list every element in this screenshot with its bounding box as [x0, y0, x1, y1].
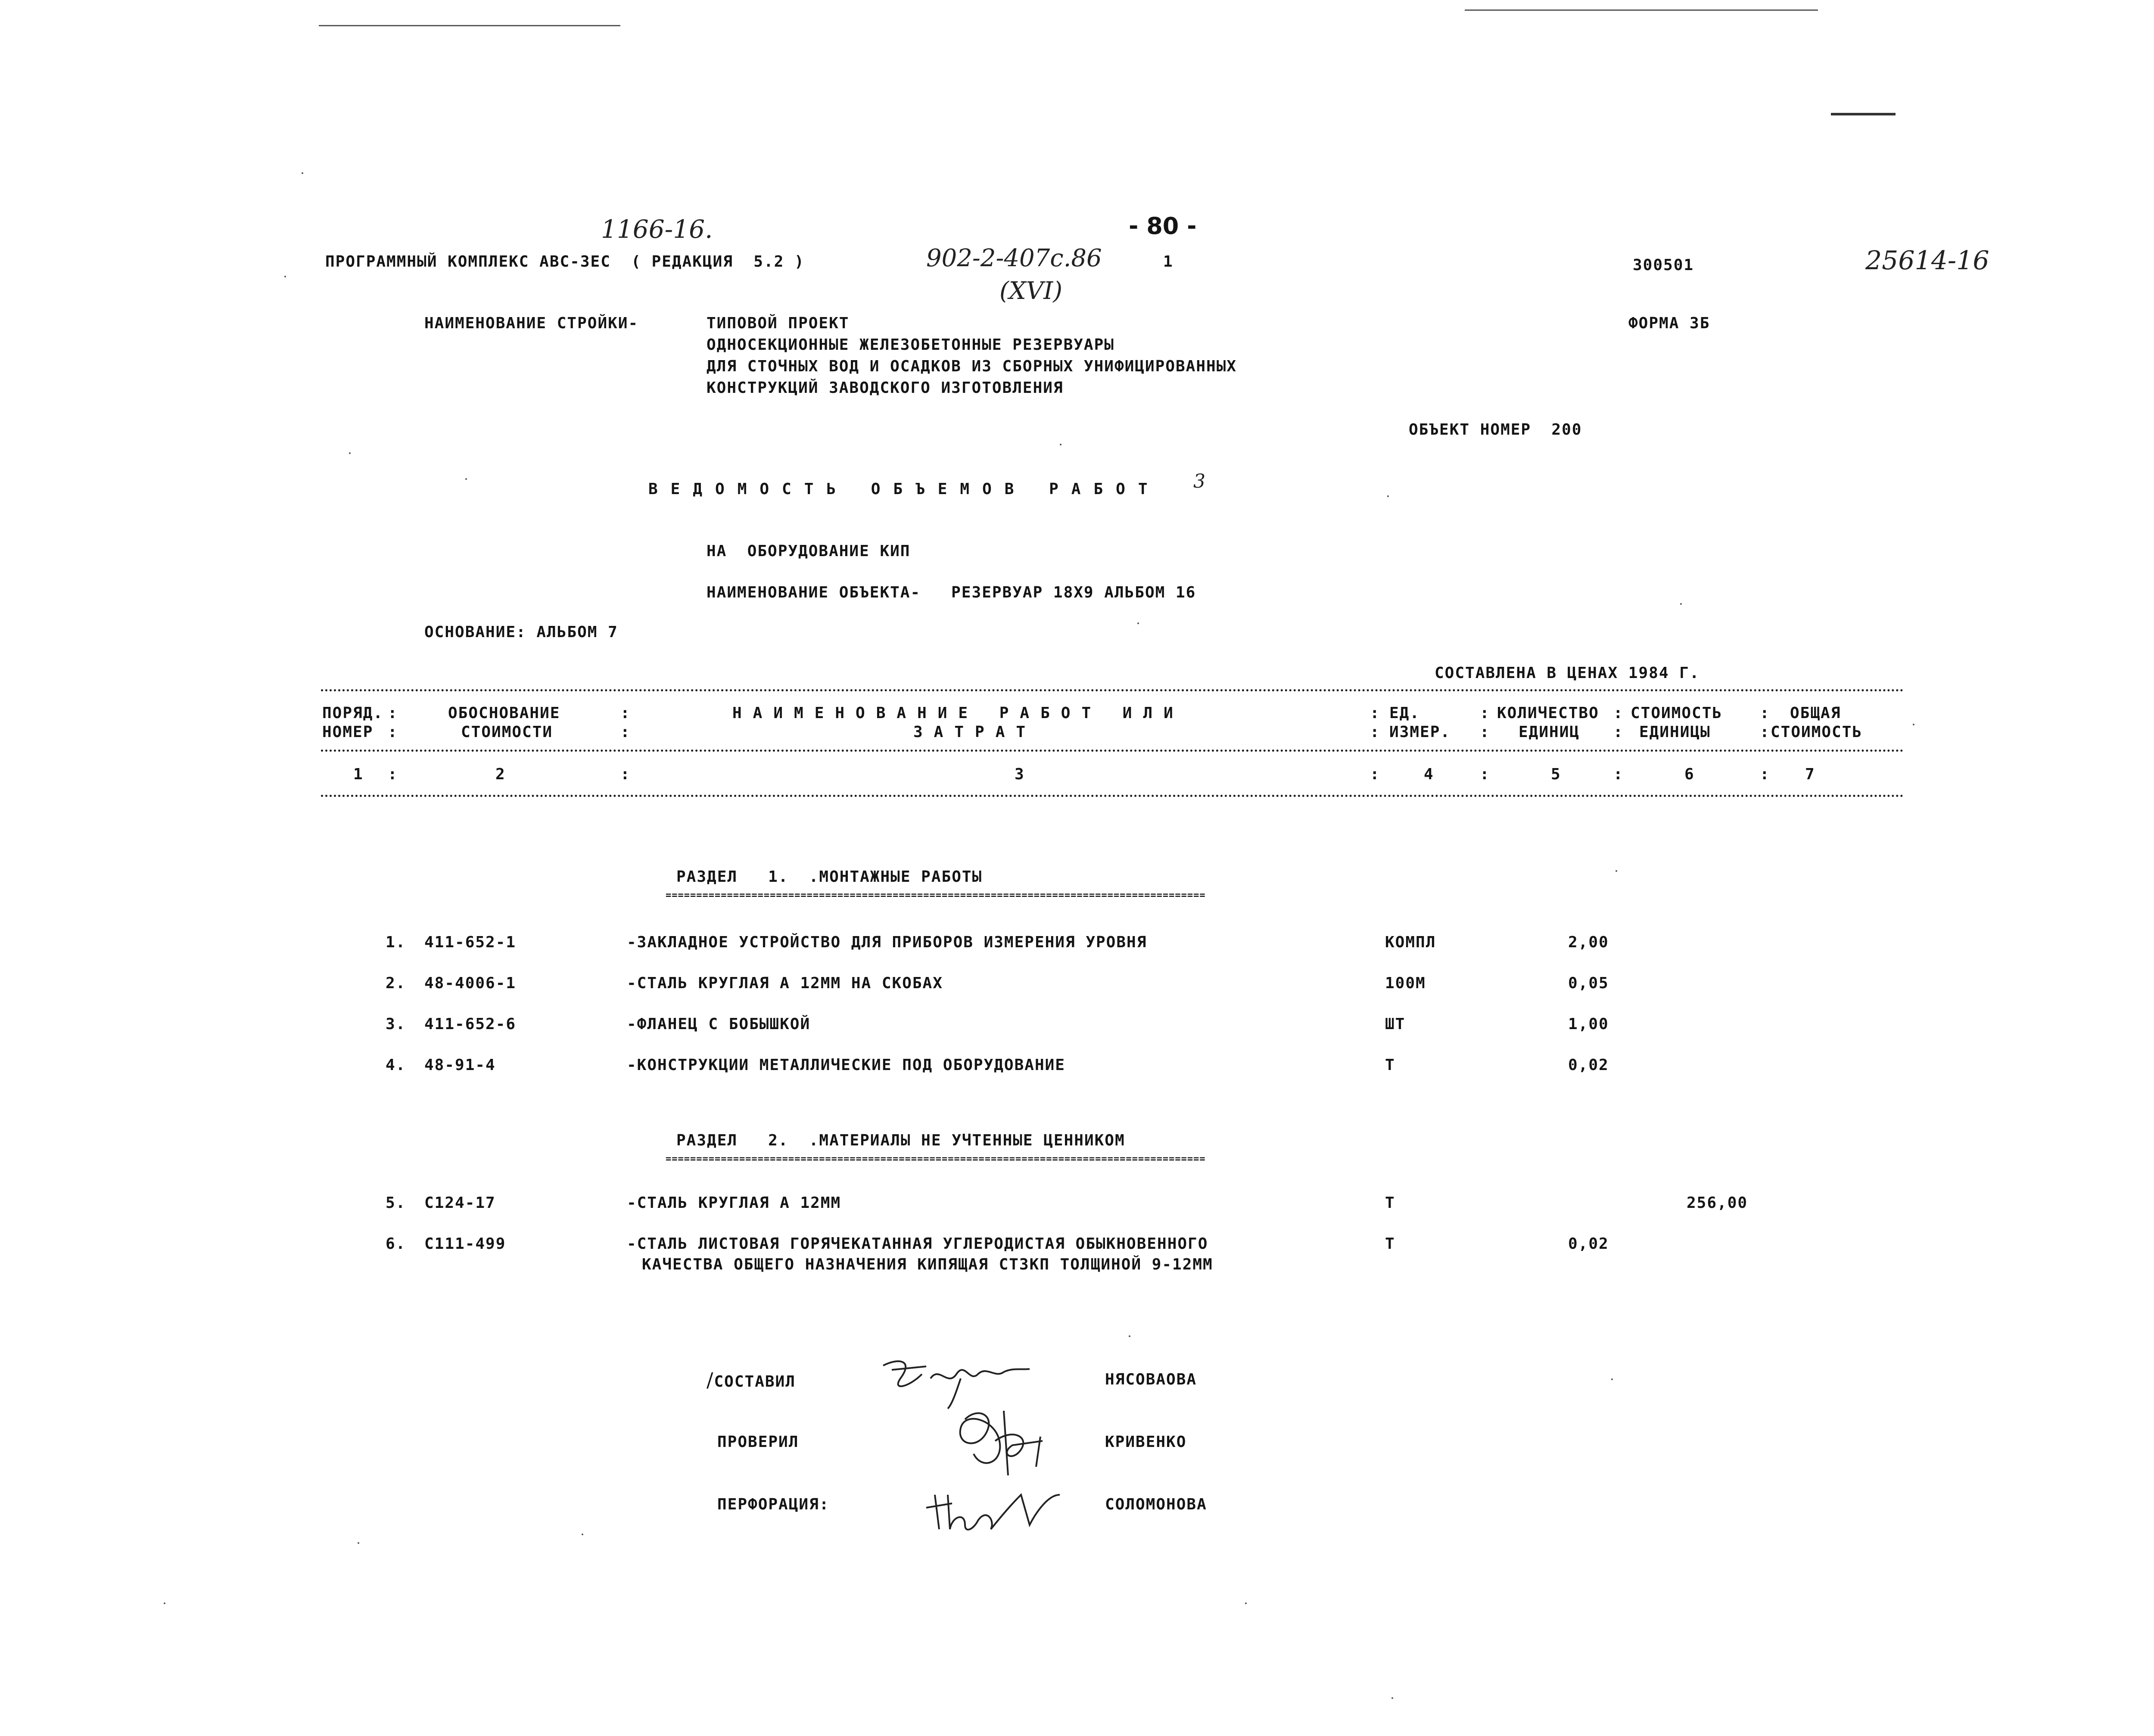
section-2-underline: ========================================================================================: [666, 1154, 1206, 1164]
scan-speck: [1913, 724, 1914, 725]
program-line: ПРОГРАММНЫЙ КОМПЛЕКС АВС-3ЕС ( РЕДАКЦИЯ 5.2 ): [325, 253, 805, 271]
row-number: 2.: [386, 974, 406, 992]
row-number: 6.: [386, 1235, 406, 1253]
row-unit: Т: [1385, 1235, 1395, 1253]
scan-speck: [582, 1534, 583, 1535]
row-number: 3.: [386, 1015, 406, 1033]
string-label: НАИМЕНОВАНИЕ СТРОЙКИ-: [424, 314, 639, 332]
row-code: 48-91-4: [424, 1056, 496, 1074]
col-divider-2b: :: [620, 723, 631, 741]
row-name: -СТАЛЬ ЛИСТОВАЯ ГОРЯЧЕКАТАННАЯ УГЛЕРОДИСТАЯ ОБЫКНОВЕННОГО: [627, 1235, 1208, 1253]
col-number-2: 2: [495, 765, 506, 783]
col-header-4-line1: ЕД.: [1389, 704, 1420, 722]
col-number-dividers-3: :: [1370, 765, 1380, 783]
col-number-3: 3: [1015, 765, 1025, 783]
col-number-dividers-5: :: [1613, 765, 1624, 783]
row-code: 411-652-1: [424, 933, 517, 951]
page-number: - 80 -: [1129, 212, 1197, 240]
string-line-1: ТИПОВОЙ ПРОЕКТ: [707, 314, 850, 332]
object-number: ОБЪЕКТ НОМЕР 200: [1409, 421, 1582, 439]
scan-speck: [164, 1602, 165, 1604]
handwritten-volume: (XVI): [999, 277, 1063, 305]
scan-speck: [302, 172, 303, 174]
col-header-1-line1: ПОРЯД.: [322, 704, 384, 722]
string-line-4: КОНСТРУКЦИЙ ЗАВОДСКОГО ИЗГОТОВЛЕНИЯ: [707, 379, 1064, 397]
table-rule-header: [321, 750, 1904, 752]
sign-name-perforation: СОЛОМОНОВА: [1105, 1496, 1207, 1513]
col-divider-6b: :: [1760, 723, 1770, 741]
object-name-line: НАИМЕНОВАНИЕ ОБЪЕКТА- РЕЗЕРВУАР 18Х9 АЛЬБОМ 16: [707, 584, 1196, 601]
signature-checked: [939, 1402, 1068, 1484]
row-unit: ШТ: [1385, 1015, 1406, 1033]
col-number-dividers-4: :: [1480, 765, 1490, 783]
prices-line: СОСТАВЛЕНА В ЦЕНАХ 1984 Г.: [1435, 664, 1700, 682]
scan-speck: [1616, 870, 1617, 872]
scan-speck: [1245, 1602, 1247, 1604]
table-rule-top: [321, 689, 1904, 691]
col-divider-1: :: [388, 704, 398, 722]
form-label: ФОРМА 3Б: [1628, 314, 1710, 332]
row-name: -СТАЛЬ КРУГЛАЯ А 12ММ НА СКОБАХ: [627, 974, 943, 992]
scan-speck: [1611, 1378, 1613, 1380]
col-divider-2: :: [620, 704, 631, 722]
scan-speck: [465, 478, 467, 480]
row-quantity: 0,05: [1568, 974, 1609, 992]
section-1-title: РАЗДЕЛ 1. .МОНТАЖНЫЕ РАБОТЫ: [676, 868, 983, 886]
scan-edge-corner-mark: [1831, 113, 1896, 115]
row-number: 1.: [386, 933, 406, 951]
col-number-5: 5: [1551, 765, 1561, 783]
string-line-3: ДЛЯ СТОЧНЫХ ВОД И ОСАДКОВ ИЗ СБОРНЫХ УНИФИЦИРОВАННЫХ: [707, 358, 1237, 375]
scan-speck: [1129, 1335, 1130, 1337]
row-name: -ЗАКЛАДНОЕ УСТРОЙСТВО ДЛЯ ПРИБОРОВ ИЗМЕРЕНИЯ УРОВНЯ: [627, 933, 1147, 951]
basis-line: ОСНОВАНИЕ: АЛЬБОМ 7: [424, 623, 618, 641]
document-code: 300501: [1633, 256, 1694, 274]
equipment-line: НА ОБОРУДОВАНИЕ КИП: [707, 542, 911, 560]
col-divider-1b: :: [388, 723, 398, 741]
scan-speck: [1137, 622, 1139, 624]
sign-role-perforation: ПЕРФОРАЦИЯ:: [717, 1496, 830, 1513]
row-unit: 100М: [1385, 974, 1426, 992]
col-divider-3b: :: [1370, 723, 1380, 741]
col-number-4: 4: [1424, 765, 1434, 783]
col-header-1-line2: НОМЕР: [322, 723, 374, 741]
row-code: 411-652-6: [424, 1015, 517, 1033]
col-header-3-line2: ЗАТРАТ: [913, 723, 1037, 741]
row-quantity: 2,00: [1568, 933, 1609, 951]
handwritten-archive-number: 25614-16: [1865, 246, 1989, 276]
row-unit: КОМПЛ: [1385, 933, 1436, 951]
row-quantity: 0,02: [1568, 1056, 1609, 1074]
handwritten-heading-suffix: 3: [1193, 470, 1205, 492]
scan-edge-top-left: [319, 25, 620, 26]
scan-speck: [349, 452, 351, 454]
scan-edge-top-right: [1465, 9, 1818, 11]
row-code: С124-17: [424, 1194, 496, 1212]
report-heading: ВЕДОМОСТЬ ОБЪЕМОВ РАБОТ: [648, 480, 1161, 498]
col-number-6: 6: [1684, 765, 1695, 783]
row-number: 4.: [386, 1056, 406, 1074]
program-mark: 1: [1163, 253, 1173, 271]
col-number-dividers: :: [388, 765, 398, 783]
row-code: 48-4006-1: [424, 974, 517, 992]
col-header-6-line2: ЕДИНИЦЫ: [1639, 723, 1711, 741]
section-1-underline: ========================================================================================: [666, 891, 1206, 900]
col-header-6-line1: СТОИМОСТЬ: [1631, 704, 1723, 722]
scan-speck: [1060, 444, 1061, 445]
sign-name-compiled: НЯСОВАОВА: [1105, 1371, 1197, 1388]
handwritten-doc-number: 1166-16.: [601, 215, 713, 244]
col-header-7-line2: СТОИМОСТЬ: [1771, 723, 1863, 741]
sign-role-checked: ПРОВЕРИЛ: [717, 1433, 799, 1451]
col-number-dividers-2: :: [620, 765, 631, 783]
col-divider-4b: :: [1480, 723, 1490, 741]
scan-speck: [284, 276, 286, 277]
row-quantity: 0,02: [1568, 1235, 1609, 1253]
scan-speck: [1391, 1697, 1393, 1699]
col-number-1: 1: [353, 765, 364, 783]
scan-speck: [1387, 495, 1389, 497]
col-header-7-line1: ОБЩАЯ: [1790, 704, 1841, 722]
col-number-dividers-6: :: [1760, 765, 1770, 783]
col-header-3-line1: НАИМЕНОВАНИЕ РАБОТ ИЛИ: [732, 704, 1184, 722]
section-2-title: РАЗДЕЛ 2. .МАТЕРИАЛЫ НЕ УЧТЕННЫЕ ЦЕННИКОМ: [676, 1132, 1125, 1149]
col-divider-6: :: [1760, 704, 1770, 722]
row-unit: Т: [1385, 1056, 1395, 1074]
row-name-continued: КАЧЕСТВА ОБЩЕГО НАЗНАЧЕНИЯ КИПЯЩАЯ СТ3КП ТОЛЩИНОЙ 9-12ММ: [642, 1256, 1213, 1273]
sign-role-compiled: /СОСТАВИЛ: [707, 1368, 796, 1391]
row-number: 5.: [386, 1194, 406, 1212]
row-name: -ФЛАНЕЦ С БОБЫШКОЙ: [627, 1015, 811, 1033]
col-header-5-line2: ЕДИНИЦ: [1519, 723, 1580, 741]
row-code: С111-499: [424, 1235, 506, 1253]
signature-perforation: [922, 1482, 1064, 1538]
col-divider-5: :: [1613, 704, 1624, 722]
col-header-2-line1: ОБОСНОВАНИЕ: [448, 704, 560, 722]
table-rule-numbers: [321, 795, 1904, 797]
col-divider-5b: :: [1613, 723, 1624, 741]
sign-name-checked: КРИВЕНКО: [1105, 1433, 1187, 1451]
string-line-2: ОДНОСЕКЦИОННЫЕ ЖЕЛЕЗОБЕТОННЫЕ РЕЗЕРВУАРЫ: [707, 336, 1114, 354]
handwritten-project-code: 902-2-407с.86: [926, 244, 1102, 272]
col-divider-3: :: [1370, 704, 1380, 722]
row-name: -КОНСТРУКЦИИ МЕТАЛЛИЧЕСКИЕ ПОД ОБОРУДОВАНИЕ: [627, 1056, 1065, 1074]
col-divider-4: :: [1480, 704, 1490, 722]
scan-speck: [1680, 603, 1682, 605]
row-unit-price: 256,00: [1687, 1194, 1748, 1212]
col-number-7: 7: [1805, 765, 1815, 783]
col-header-5-line1: КОЛИЧЕСТВО: [1497, 704, 1599, 722]
col-header-2-line2: СТОИМОСТИ: [461, 723, 553, 741]
col-header-4-line2: ИЗМЕР.: [1389, 723, 1451, 741]
row-name: -СТАЛЬ КРУГЛАЯ А 12ММ: [627, 1194, 841, 1212]
row-unit: Т: [1385, 1194, 1395, 1212]
scan-speck: [358, 1542, 359, 1544]
row-quantity: 1,00: [1568, 1015, 1609, 1033]
